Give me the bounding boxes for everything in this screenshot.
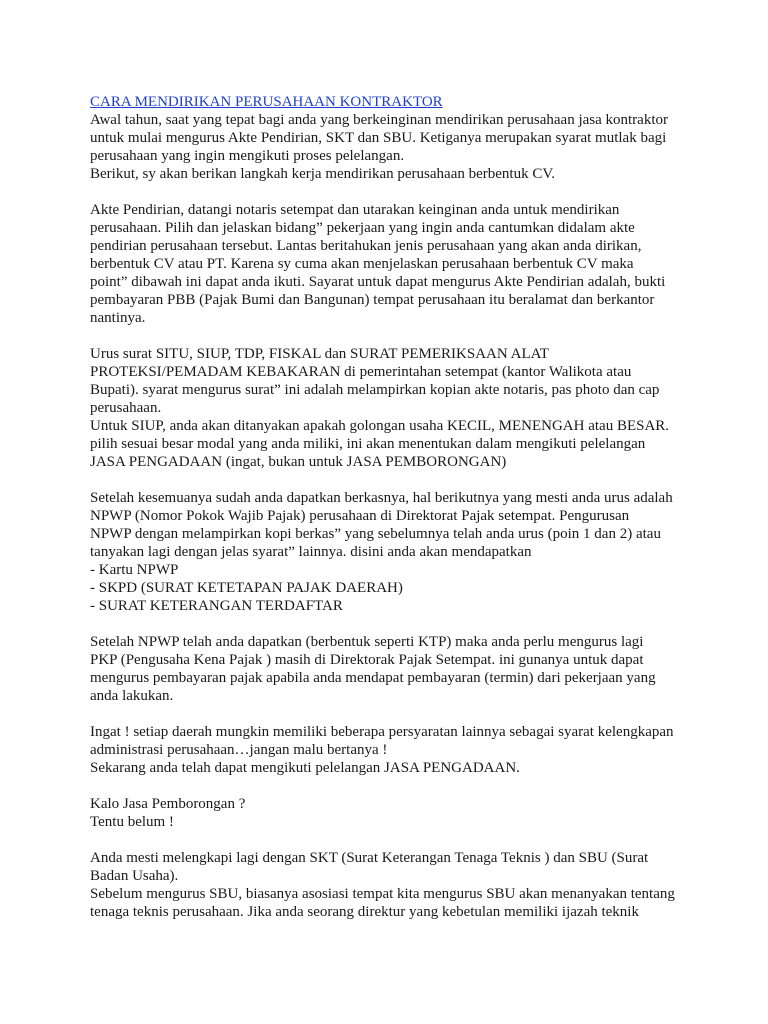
text-line: Sebelum mengurus SBU, biasanya asosiasi tempat kita mengurus SBU akan menanyakan tentang: [90, 886, 675, 902]
paragraph-gap: [90, 183, 690, 201]
text-line: tanyakan lagi dengan jelas syarat” lainnya. disini anda akan mendapatkan: [90, 544, 532, 560]
paragraph: [90, 723, 690, 777]
text-line: anda lakukan.: [90, 688, 174, 704]
paragraph-gap: [90, 327, 690, 345]
text-line: - SKPD (SURAT KETETAPAN PAJAK DAERAH): [90, 580, 403, 596]
text-line: Tentu belum !: [90, 814, 174, 830]
text-line: Setelah NPWP telah anda dapatkan (berbentuk seperti KTP) maka anda perlu mengurus lagi: [90, 634, 644, 650]
text-line: Sekarang anda telah dapat mengikuti pelelangan JASA PENGADAAN.: [90, 760, 520, 776]
text-line: Bupati). syarat mengurus surat” ini adalah melampirkan kopian akte notaris, pas photo dan cap: [90, 382, 660, 398]
text-line: PKP (Pengusaha Kena Pajak ) masih di Direktorak Pajak Setempat. ini gunanya untuk dapat: [90, 652, 644, 668]
text-line: perusahaan. Pilih dan jelaskan bidang” pekerjaan yang ingin anda cantumkan didalam akte: [90, 220, 635, 236]
text-line: Urus surat SITU, SIUP, TDP, FISKAL dan SURAT PEMERIKSAAN ALAT: [90, 346, 549, 362]
text-line: - SURAT KETERANGAN TERDAFTAR: [90, 598, 343, 614]
text-line: perusahaan yang ingin mengikuti proses pelelangan.: [90, 148, 405, 164]
document-page: [90, 93, 690, 921]
text-line: Akte Pendirian, datangi notaris setempat dan utarakan keinginan anda untuk mendirikan: [90, 202, 620, 218]
paragraph-gap: [90, 705, 690, 723]
text-line: tenaga teknis perusahaan. Jika anda seorang direktur yang kebetulan memiliki ijazah teknik: [90, 904, 639, 920]
paragraph-gap: [90, 615, 690, 633]
text-line: NPWP (Nomor Pokok Wajib Pajak) perusahaan di Direktorat Pajak setempat. Pengurusan: [90, 508, 630, 524]
text-line: point” dibawah ini dapat anda ikuti. Sayarat untuk dapat mengurus Akte Pendirian adalah, bukti: [90, 274, 666, 290]
text-line: perusahaan.: [90, 400, 162, 416]
text-line: NPWP dengan melampirkan kopi berkas” yang sebelumnya telah anda urus (poin 1 dan 2) atau: [90, 526, 661, 542]
text-line: pembayaran PBB (Pajak Bumi dan Bangunan) tempat perusahaan itu beralamat dan berkantor: [90, 292, 655, 308]
text-line: - Kartu NPWP: [90, 562, 179, 578]
text-line: Kalo Jasa Pemborongan ?: [90, 796, 246, 812]
paragraph: [90, 111, 690, 183]
text-line: berbentuk CV atau PT. Karena sy cuma akan menjelaskan perusahaan berbentuk CV maka: [90, 256, 634, 272]
paragraph: [90, 795, 690, 831]
paragraph: [90, 633, 690, 705]
text-line: Setelah kesemuanya sudah anda dapatkan berkasnya, hal berikutnya yang mesti anda urus adalah: [90, 490, 673, 506]
paragraph: [90, 345, 690, 471]
text-line: pilih sesuai besar modal yang anda miliki, ini akan menentukan dalam mengikuti pelelangan: [90, 436, 646, 452]
text-line: Awal tahun, saat yang tepat bagi anda yang berkeinginan mendirikan perusahaan jasa kontraktor: [90, 112, 668, 128]
text-line: Anda mesti melengkapi lagi dengan SKT (Surat Keterangan Tenaga Teknis ) dan SBU (Surat: [90, 850, 649, 866]
document-title-link[interactable]: CARA MENDIRIKAN PERUSAHAAN KONTRAKTOR: [90, 94, 443, 110]
paragraph-gap: [90, 777, 690, 795]
document-body: [90, 111, 690, 921]
text-line: PROTEKSI/PEMADAM KEBAKARAN di pemerintahan setempat (kantor Walikota atau: [90, 364, 632, 380]
text-line: Berikut, sy akan berikan langkah kerja mendirikan perusahaan berbentuk CV.: [90, 166, 555, 182]
text-line: JASA PENGADAAN (ingat, bukan untuk JASA PEMBORONGAN): [90, 454, 507, 470]
text-line: untuk mulai mengurus Akte Pendirian, SKT dan SBU. Ketiganya merupakan syarat mutlak bagi: [90, 130, 667, 146]
text-line: Untuk SIUP, anda akan ditanyakan apakah golongan usaha KECIL, MENENGAH atau BESAR.: [90, 418, 670, 434]
paragraph-gap: [90, 471, 690, 489]
text-line: Badan Usaha).: [90, 868, 179, 884]
paragraph: [90, 489, 690, 615]
text-line: mengurus pembayaran pajak apabila anda mendapat pembayaran (termin) dari pekerjaan yang: [90, 670, 656, 686]
paragraph: [90, 201, 690, 327]
text-line: Ingat ! setiap daerah mungkin memiliki beberapa persyaratan lainnya sebagai syarat kelengkapan: [90, 724, 674, 740]
text-line: administrasi perusahaan…jangan malu bertanya !: [90, 742, 388, 758]
text-line: pendirian perusahaan tersebut. Lantas beritahukan jenis perusahaan yang akan anda dirikan,: [90, 238, 642, 254]
paragraph-gap: [90, 831, 690, 849]
paragraph: [90, 849, 690, 921]
text-line: nantinya.: [90, 310, 146, 326]
